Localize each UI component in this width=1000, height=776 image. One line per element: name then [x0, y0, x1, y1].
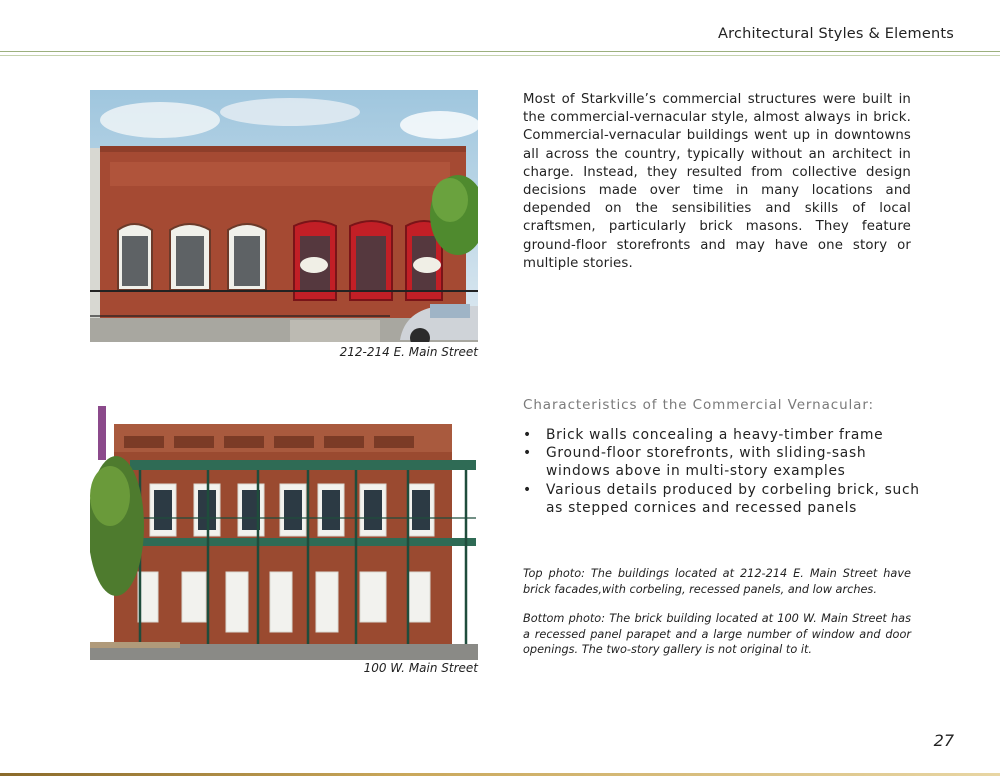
intro-paragraph: Most of Starkville’s commercial structures were built in the commercial-vernacular style, almost always in brick. Commercial-vernacular buildings went up in downtowns all across the country, typically without an architect in charge. Instead, they resulted from collective design decisions made over time in many locations and depended on the sensibilities and skills of local craftsmen, particularly brick masons. They feature ground-floor storefronts and may have one story or multiple stories. [523, 92, 911, 271]
header-rule [0, 51, 1000, 52]
list-item: • Various details produced by corbeling brick, such as stepped cornices and recessed panels [523, 481, 923, 517]
characteristics-heading: Characteristics of the Commercial Vernacular: [523, 397, 875, 413]
photo-100-w-main-street [90, 406, 478, 660]
list-item: • Ground-floor storefronts, with sliding-sash windows above in multi-story examples [523, 444, 923, 480]
bottom-photo-note: Bottom photo: The brick building located at 100 W. Main Street has a recessed panel parapet and a large number of window and door openings. The two-story gallery is not original to it. [523, 612, 911, 656]
page-header-title: Architectural Styles & Elements [718, 26, 954, 42]
photo-212-214-e-main-street [90, 90, 478, 342]
page-number: 27 [933, 731, 954, 750]
characteristics-list [523, 426, 923, 517]
photo-caption-bottom: 100 W. Main Street [363, 661, 478, 675]
photo-caption-top: 212-214 E. Main Street [339, 345, 478, 359]
header-rule-secondary [0, 55, 1000, 56]
list-item: • Brick walls concealing a heavy-timber frame [523, 426, 923, 444]
top-photo-note: Top photo: The buildings located at 212-214 E. Main Street have brick facades,with corbeling, recessed panels, and low arches. [523, 567, 911, 596]
